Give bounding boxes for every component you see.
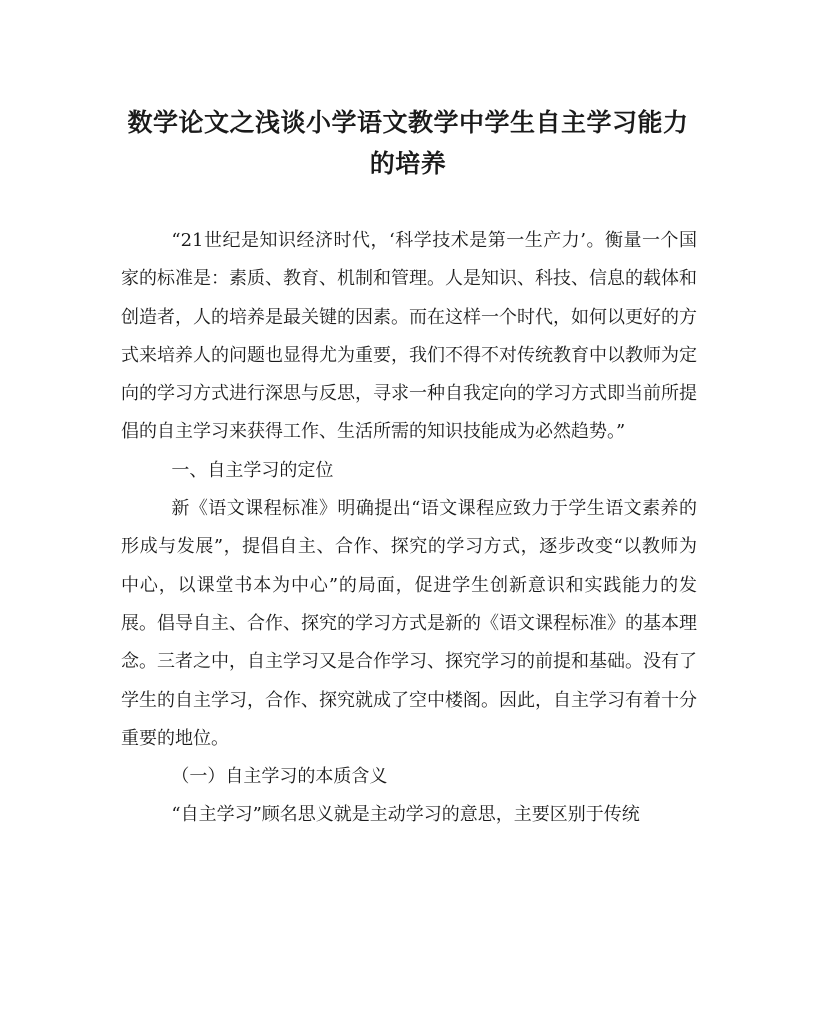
intro-paragraph: “21世纪是知识经济时代，‘科学技术是第一生产力’。衡量一个国家的标准是：素质、教育、机制和管理。人是知识、科技、信息的载体和创造者，人的培养是最关键的因素。而在这样一个时代，如何以更好的方式来培养人的问题也显得尤为重要，我们不得不对传统教育中以教师为定向的学习方式进行深思与反思，寻求一种自我定向的学习方式即当前所提倡的自主学习来获得工作、生活所需的知识技能成为必然趋势。” [121,230,697,443]
subsection-1-paragraph: “自主学习”顾名思义就是主动学习的意思，主要区别于传统 [171,804,640,826]
subsection-heading-1: （一）自主学习的本质含义 [171,766,388,788]
section-1-paragraph: 新《语文课程标准》明确提出“语文课程应致力于学生语文素养的形成与发展”，提倡自主、合作、探究的学习方式，逐步改变“以教师为中心，以课堂书本为中心”的局面，促进学生创新意识和实践能力的发展。倡导自主、合作、探究的学习方式是新的《语文课程标准》的基本理念。三者之中，自主学习又是合作学习、探究学习的前提和基础。没有了学生的自主学习，合作、探究就成了空中楼阁。因此，自主学习有着十分重要的地位。 [121,498,697,749]
document-title: 数学论文之浅谈小学语文教学中学生自主学习能力的培养 [127,108,689,178]
section-heading-1: 一、自主学习的定位 [171,459,334,481]
document-body [121,222,697,835]
